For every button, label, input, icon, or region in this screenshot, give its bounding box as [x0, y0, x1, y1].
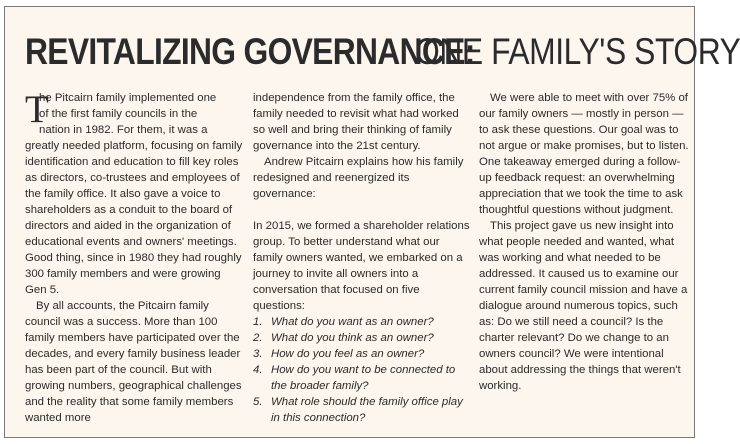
column-1 — [25, 90, 243, 426]
quote-paragraph: In 2015, we formed a shareholder relations group. To better understand what our family owners wanted, we embarked on a journey to invite all owners into a conversation that focused on five questions: — [253, 220, 470, 312]
question-number: 1. — [253, 316, 263, 328]
question-item — [253, 346, 471, 362]
paragraph: greatly needed platform, focusing on family identification and education to fill key roles as directors, co-trustees and employees of the family office. It also gave a voice to shareholders as a conduit to the board of directors and aided in the organization of educational events and owners' meetings. Good thing, since in 1980 they had roughly 300 family members and were growing Gen 5. — [25, 140, 243, 296]
question-number: 4. — [253, 364, 263, 376]
question-number: 2. — [253, 332, 263, 344]
paragraph: This project gave us new insight into what people needed and wanted, what was working and what needed to be addressed. It caused us to examine our current family council mission and have a dialogue around numerous topics, such as: Do we still need a council? Is the charter relevant? Do we change to an owners council? We were intentional about addressing the things that weren't working. — [479, 220, 688, 392]
question-text: What do you want as an owner? — [271, 316, 434, 328]
article-headline — [25, 27, 740, 77]
question-item — [253, 362, 471, 394]
headline-light: ONE FAMILY'S STORY — [415, 31, 740, 72]
drop-cap: T — [25, 88, 49, 131]
opening-line: he Pitcairn family implemented one — [39, 92, 217, 104]
headline-bold: REVITALIZING GOVERNANCE: — [25, 31, 475, 72]
column-3 — [479, 90, 689, 394]
question-item — [253, 330, 471, 346]
question-number: 3. — [253, 348, 263, 360]
opening-lines — [25, 90, 243, 138]
question-item — [253, 394, 471, 426]
paragraph: By all accounts, the Pitcairn family council was a success. More than 100 family members have participated over the decades, and every family business leader has been part of the council. But with growing numbers, geographical challenges and the reality that some family members wanted more — [25, 300, 242, 424]
spacer — [253, 202, 471, 218]
question-number: 5. — [253, 396, 263, 408]
paragraph: independence from the family office, the family needed to revisit what had worked so well and bring their thinking of family governance into the 21st century. — [253, 92, 459, 152]
question-text: How do you feel as an owner? — [271, 348, 425, 360]
paragraph: We were able to meet with over 75% of our family owners — mostly in person — to ask these questions. Our goal was to not argue or make promises, but to listen. One takeaway emerged during a follow-up feedback request: an overwhelming appreciation that we took the time to ask thoughtful questions without judgment. — [479, 92, 689, 216]
opening-line: of the first family councils in the — [39, 108, 198, 120]
question-text: What do you think as an owner? — [271, 332, 434, 344]
column-2 — [253, 90, 471, 426]
question-text: What role should the family office play in this connection? — [271, 396, 463, 424]
question-text: How do you want to be connected to the broader family? — [271, 364, 456, 392]
questions-list — [253, 314, 471, 426]
question-item — [253, 314, 471, 330]
article-box — [4, 6, 740, 438]
paragraph: Andrew Pitcairn explains how his family redesigned and reenergized its governance: — [253, 156, 464, 200]
opening-line: nation in 1982. For them, it was a — [39, 124, 208, 136]
